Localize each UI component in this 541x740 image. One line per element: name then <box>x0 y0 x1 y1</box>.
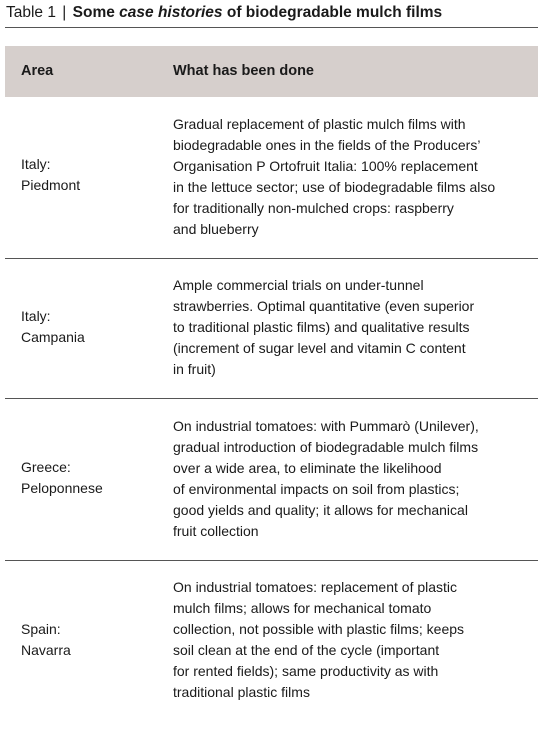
row-area-cell: Spain: Navarra <box>21 621 71 658</box>
row-area-cell: Italy: Campania <box>21 308 85 345</box>
table-number: Table 1 <box>6 4 56 21</box>
row-divider <box>5 398 538 399</box>
row-divider <box>5 258 538 259</box>
row-text-cell: On industrial tomatoes: with Pummarò (Unilever), gradual introduction of biodegradable mulch films over a wide area, to eliminate the likelihood of environmental impacts on soil from plastics; good yields and quality; it allows for mechanical fruit collection <box>173 418 479 539</box>
row-area-cell: Italy: Piedmont <box>21 156 81 193</box>
row-text-cell: Ample commercial trials on under-tunnel strawberries. Optimal quantitative (even superior to traditional plastic films) and qualitative results (increment of sugar level and vitamin C content in fruit) <box>173 277 475 377</box>
title-rule <box>5 27 538 28</box>
row-text-cell: On industrial tomatoes: replacement of plastic mulch films; allows for mechanical tomato collection, not possible with plastic films; keeps soil clean at the end of the cycle (important for rented fields); same productivity as with traditional plastic films <box>173 579 465 700</box>
table-header <box>5 46 538 97</box>
title-text: Some case histories of biodegradable mulch films <box>72 4 443 21</box>
row-text-cell: Gradual replacement of plastic mulch films with biodegradable ones in the fields of the Producers’ Organisation P Ortofruit Italia: 100% replacement in the lettuce sector; use of biodegradable films also for traditionally non-mulched crops: raspberry and blueberry <box>173 116 496 237</box>
row-area-cell: Greece: Peloponnese <box>21 459 103 496</box>
header-what-done: What has been done <box>173 63 314 79</box>
table-title <box>6 3 442 23</box>
title-separator: | <box>62 4 67 21</box>
row-divider <box>5 560 538 561</box>
header-area: Area <box>21 63 54 79</box>
